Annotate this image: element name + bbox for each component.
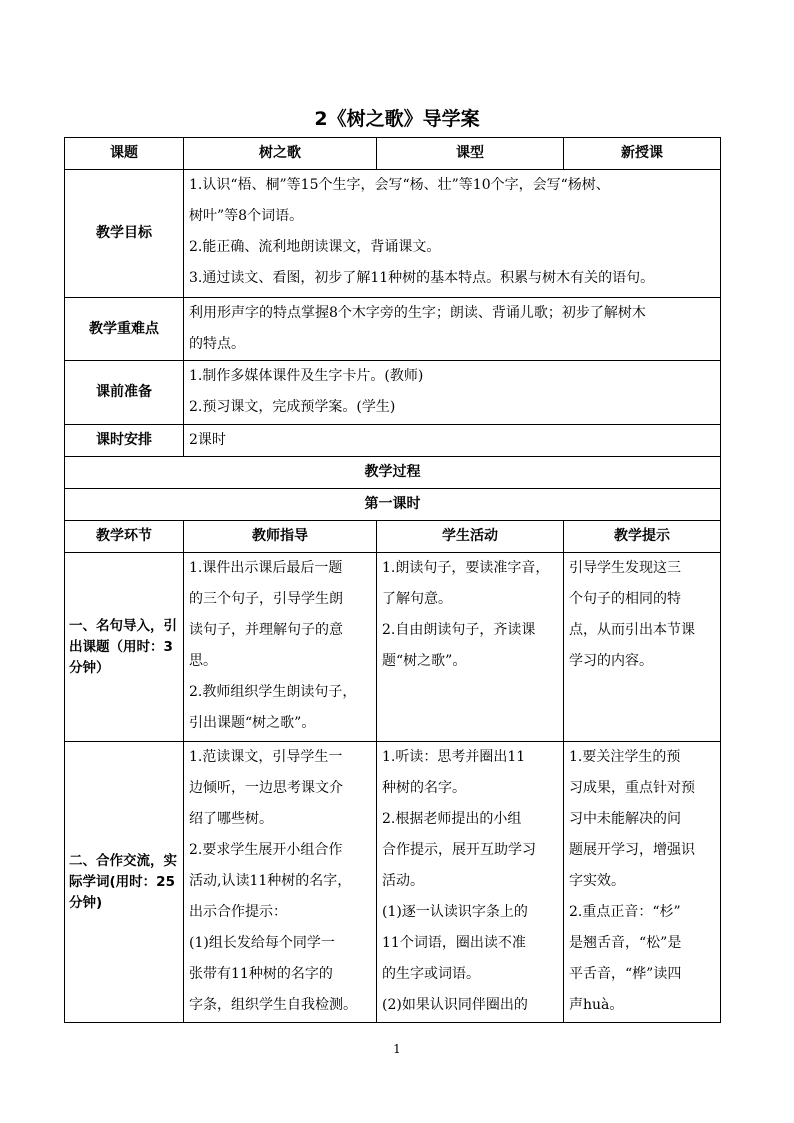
cell-line: 个句子的相同的特 (569, 591, 681, 607)
cell-line: 读句子，并理解句子的意 (189, 622, 343, 638)
cell-line: 题展开学习，增强识 (569, 842, 695, 858)
column-header: 教学提示 (564, 521, 721, 553)
cell-line: 活动,认读11种树的名字， (189, 873, 352, 889)
cell-line: 2.要求学生展开小组合作 (189, 842, 343, 858)
teaching-tips-cell (564, 742, 721, 1023)
preparation-line: 2.预习课文，完成预学案。(学生) (189, 399, 396, 415)
key-points-line: 的特点。 (189, 336, 245, 352)
goals-line: 3.通过读文、看图，初步了解11种树的基本特点。积累与树木有关的语句。 (189, 270, 655, 286)
topic-value: 树之歌 (184, 138, 377, 170)
cell-line: 出示合作提示： (189, 904, 287, 920)
cell-line: 了解句意。 (382, 591, 452, 607)
lesson-plan-table (64, 137, 721, 1023)
key-points-label: 教学重难点 (65, 298, 184, 361)
stage-cell: 一、名句导入，引出课题（用时：3分钟） (65, 553, 184, 742)
schedule-value: 2课时 (184, 425, 721, 457)
cell-line: 绍了哪些树。 (189, 811, 273, 827)
key-points-line: 利用形声字的特点掌握8个木字旁的生字；朗读、背诵儿歌；初步了解树木 (189, 305, 646, 321)
cell-line: 点，从而引出本节课 (569, 622, 695, 638)
cell-line: 2.自由朗读句子，齐读课 (382, 622, 536, 638)
cell-line: 平舌音，“桦”读四 (569, 966, 682, 982)
goals-row (65, 170, 721, 298)
cell-line: 1.课件出示课后最后一题 (189, 560, 343, 576)
cell-line: 种树的名字。 (382, 780, 466, 796)
table-row (65, 742, 721, 1023)
cell-line: 声huà。 (569, 997, 624, 1013)
page-number: 1 (393, 1042, 401, 1056)
goals-line: 树叶”等8个词语。 (189, 208, 304, 224)
cell-line: (2)如果认识同伴圈出的 (382, 997, 528, 1013)
cell-line: 2.教师组织学生朗读句子， (189, 684, 357, 700)
type-label: 课型 (377, 138, 564, 170)
goals-label: 教学目标 (65, 170, 184, 298)
cell-line: 活动。 (382, 873, 424, 889)
cell-line: 2.根据老师提出的小组 (382, 811, 522, 827)
cell-line: 习中未能解决的问 (569, 811, 681, 827)
cell-line: 学习的内容。 (569, 653, 653, 669)
cell-line: 思。 (189, 653, 217, 669)
key-points-row (65, 298, 721, 361)
preparation-row (65, 361, 721, 425)
cell-line: 引导学生发现这三 (569, 560, 681, 576)
process-title: 教学过程 (65, 457, 721, 489)
stage-cell: 二、合作交流，实际学词(用时：25分钟) (65, 742, 184, 1023)
schedule-label: 课时安排 (65, 425, 184, 457)
cell-line: 11个词语，圈出读不准 (382, 935, 526, 951)
column-header: 教师指导 (184, 521, 377, 553)
cell-line: 边倾听，一边思考课文介 (189, 780, 343, 796)
cell-line: 1.范读课文，引导学生一 (189, 749, 343, 765)
preparation-content (184, 361, 721, 425)
topic-label: 课题 (65, 138, 184, 170)
cell-line: 1.朗读句子，要读准字音， (382, 560, 550, 576)
lesson-row (65, 489, 721, 521)
cell-line: 习成果，重点针对预 (569, 780, 695, 796)
cell-line: 1.要关注学生的预 (569, 749, 681, 765)
preparation-line: 1.制作多媒体课件及生字卡片。(教师) (189, 368, 424, 384)
teacher-guidance-cell (184, 742, 377, 1023)
document-title: 2《树之歌》导学案 (314, 108, 480, 130)
goals-line: 1.认识“梧、桐”等15个生字，会写“杨、壮”等10个字，会写“杨树、 (189, 177, 610, 193)
cell-line: 张带有11种树的名字的 (189, 966, 333, 982)
teaching-tips-cell (564, 553, 721, 742)
cell-line: 2.重点正音：“杉” (569, 904, 681, 920)
process-row (65, 457, 721, 489)
cell-line: 题“树之歌”。 (382, 653, 467, 669)
column-header: 教学环节 (65, 521, 184, 553)
cell-line: (1)逐一认读识字条上的 (382, 904, 528, 920)
column-header-row (65, 521, 721, 553)
type-value: 新授课 (564, 138, 721, 170)
key-points-content (184, 298, 721, 361)
lesson-title: 第一课时 (65, 489, 721, 521)
cell-line: 合作提示，展开互助学习 (382, 842, 536, 858)
cell-line: 字实效。 (569, 873, 625, 889)
cell-line: 的三个句子，引导学生朗 (189, 591, 343, 607)
preparation-label: 课前准备 (65, 361, 184, 425)
table-row (65, 553, 721, 742)
cell-line: (1)组长发给每个同学一 (189, 935, 335, 951)
cell-line: 字条，组织学生自我检测。 (189, 997, 357, 1013)
goals-line: 2.能正确、流利地朗读课文，背诵课文。 (189, 239, 441, 255)
schedule-row (65, 425, 721, 457)
header-row (65, 138, 721, 170)
student-activity-cell (377, 742, 564, 1023)
cell-line: 1.听读：思考并圈出11 (382, 749, 526, 765)
cell-line: 是翘舌音，“松”是 (569, 935, 682, 951)
column-header: 学生活动 (377, 521, 564, 553)
cell-line: 引出课题“树之歌”。 (189, 715, 316, 731)
goals-content (184, 170, 721, 298)
student-activity-cell (377, 553, 564, 742)
teacher-guidance-cell (184, 553, 377, 742)
cell-line: 的生字或词语。 (382, 966, 480, 982)
